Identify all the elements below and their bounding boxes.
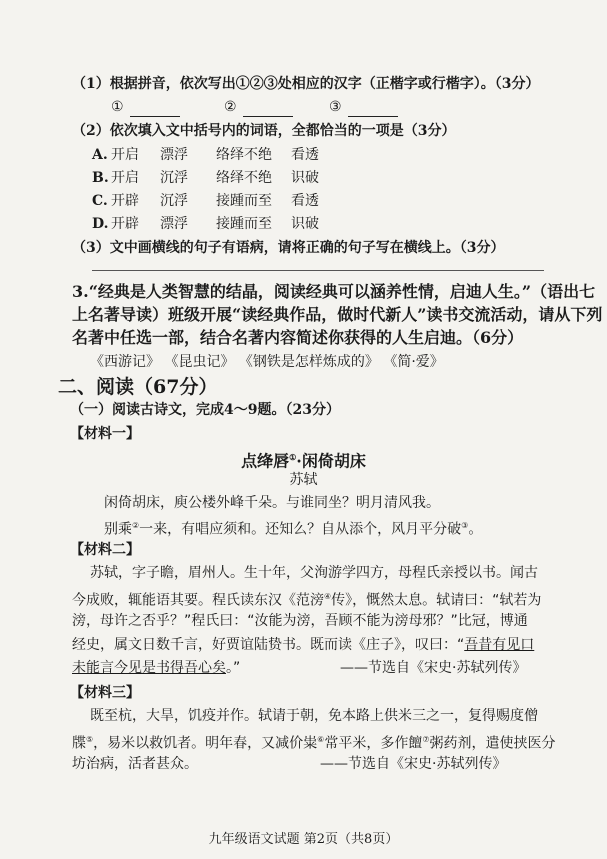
m2-source: ——节选自《宋史·苏轼列传》 (340, 660, 527, 676)
option-word: 看透 (291, 193, 319, 209)
m3-line-2 (72, 730, 556, 754)
option-word: 识破 (291, 216, 319, 232)
note-marker: ② (132, 521, 140, 530)
m3-source: ——节选自《宋史·苏轼列传》 (320, 756, 507, 772)
option-word: 识破 (291, 170, 319, 186)
q3-line-1: 3.“经典是人类智慧的结晶，阅读经典可以涵养性情，启迪人生。”（语出七 (72, 282, 596, 301)
q3-line-3: 名著中任选一部，结合名著内容简述你获得的人生启迪。（6分） (72, 328, 524, 347)
q1-stem: （1）根据拼音，依次写出①②③处相应的汉字（正楷字或行楷字）。（3分） (72, 76, 540, 92)
underlined-sentence: 未能言今见是书得吾心矣 (72, 660, 226, 676)
option-word: 开辟 (111, 216, 139, 232)
option-word: 开启 (111, 170, 139, 186)
q1-blank-3[interactable] (329, 97, 398, 117)
option-word: 络绎不绝 (216, 147, 272, 163)
q2-stem: （2）依次填入文中括号内的词语，全都恰当的一项是（3分） (72, 123, 456, 139)
section-heading: 二、阅读（67分） (58, 376, 218, 398)
m3-line-1: 既至杭，大旱，饥疫并作。轼请于朝，免本路上供米三之一，复得赐度僧 (90, 708, 538, 724)
option-word: 接踵而至 (216, 216, 272, 232)
q1-blank-line-2 (243, 102, 293, 117)
option-word: 漂浮 (160, 147, 188, 163)
note-marker: ⑥ (317, 735, 325, 744)
q1-blank-line-3 (348, 102, 398, 117)
m2-line-2 (72, 587, 541, 611)
option-word: 开启 (111, 147, 139, 163)
note-marker: ⑦ (422, 735, 430, 744)
option-letter: D. (92, 216, 109, 232)
text: 牒 (72, 735, 86, 752)
answer-line[interactable] (92, 270, 544, 271)
text: 。” (226, 660, 241, 676)
option-word: 开辟 (111, 193, 139, 209)
q1-blank-2[interactable] (224, 97, 293, 117)
q1-blank-label-2: ② (224, 99, 237, 115)
poem-title-rest: ·闲倚胡床 (296, 451, 366, 471)
q1-blank-1[interactable] (111, 97, 180, 117)
poem-line-1: 闲倚胡床，庾公楼外峰千朵。与谁同坐？明月清风我。 (104, 495, 440, 511)
option-word: 沉浮 (160, 193, 188, 209)
note-marker: ③ (461, 521, 469, 530)
q3sub-stem: （3）文中画横线的句子有语病，请将正确的句子写在横线上。（3分） (72, 240, 505, 256)
page-footer: 九年级语文试题 第2页（共8页） (208, 832, 399, 847)
q3-book-list: 《西游记》 《昆虫记》 《钢铁是怎样炼成的》 《简·爱》 (90, 354, 444, 370)
text: 今成败，辄能语其要。程氏读东汉《范滂 (72, 592, 324, 609)
m2-line-5 (72, 658, 240, 678)
m2-line-1: 苏轼，字子瞻，眉州人。生十年，父洵游学四方，母程氏亲授以书。闻古 (90, 565, 538, 581)
note-marker: ⑤ (86, 735, 94, 744)
text: 粥药剂，遣使挟医分 (429, 735, 556, 752)
option-word: 络绎不绝 (216, 170, 272, 186)
option-letter: C. (92, 193, 108, 209)
option-word: 看透 (291, 147, 319, 163)
q1-blank-label-1: ① (111, 99, 124, 115)
text: 常平米，多作饘 (324, 735, 423, 752)
material-2-label: 【材料二】 (70, 542, 140, 558)
text: 传》，慨然太息。轼请曰：“轼若为 (331, 592, 542, 609)
m3-line-3: 坊治病，活者甚众。 (72, 756, 198, 772)
option-letter: B. (92, 170, 109, 186)
text: 一来，有唱应须和。还知么？自从添个，风月平分破 (139, 521, 462, 538)
text: 经史，属文日数千言，好贾谊陆贽书。既而读《庄子》，叹曰：“ (72, 637, 465, 653)
q1-blank-label-3: ③ (329, 99, 342, 115)
note-marker: ④ (324, 592, 332, 601)
poem-line-2 (104, 516, 482, 540)
option-letter: A. (92, 147, 108, 163)
material-3-label: 【材料三】 (70, 685, 140, 701)
poem-author: 苏轼 (289, 472, 318, 488)
poem-title-main: 点绛唇 (241, 451, 290, 471)
text: 别乘 (104, 521, 132, 538)
m2-line-4 (72, 635, 534, 655)
m2-line-3: 滂，母许之否乎？”程氏曰：“汝能为滂，吾顾不能为滂母邪？”比冠，博通 (72, 613, 528, 629)
note-marker: ① (289, 452, 297, 462)
option-word: 沉浮 (160, 170, 188, 186)
q1-blank-line-1 (130, 102, 180, 117)
option-word: 漂浮 (160, 216, 188, 232)
material-1-label: 【材料一】 (70, 426, 140, 442)
section-subheading: （一）阅读古诗文，完成4～9题。（23分） (70, 402, 340, 418)
option-word: 接踵而至 (216, 193, 272, 209)
text: 。 (468, 521, 483, 538)
underlined-sentence: 吾昔有见口 (464, 637, 535, 653)
text: ，易米以救饥者。明年春，又减价粜 (93, 735, 318, 752)
q3-line-2: 上名著导读）班级开展“读经典作品，做时代新人”读书交流活动，请从下列 (72, 305, 603, 324)
